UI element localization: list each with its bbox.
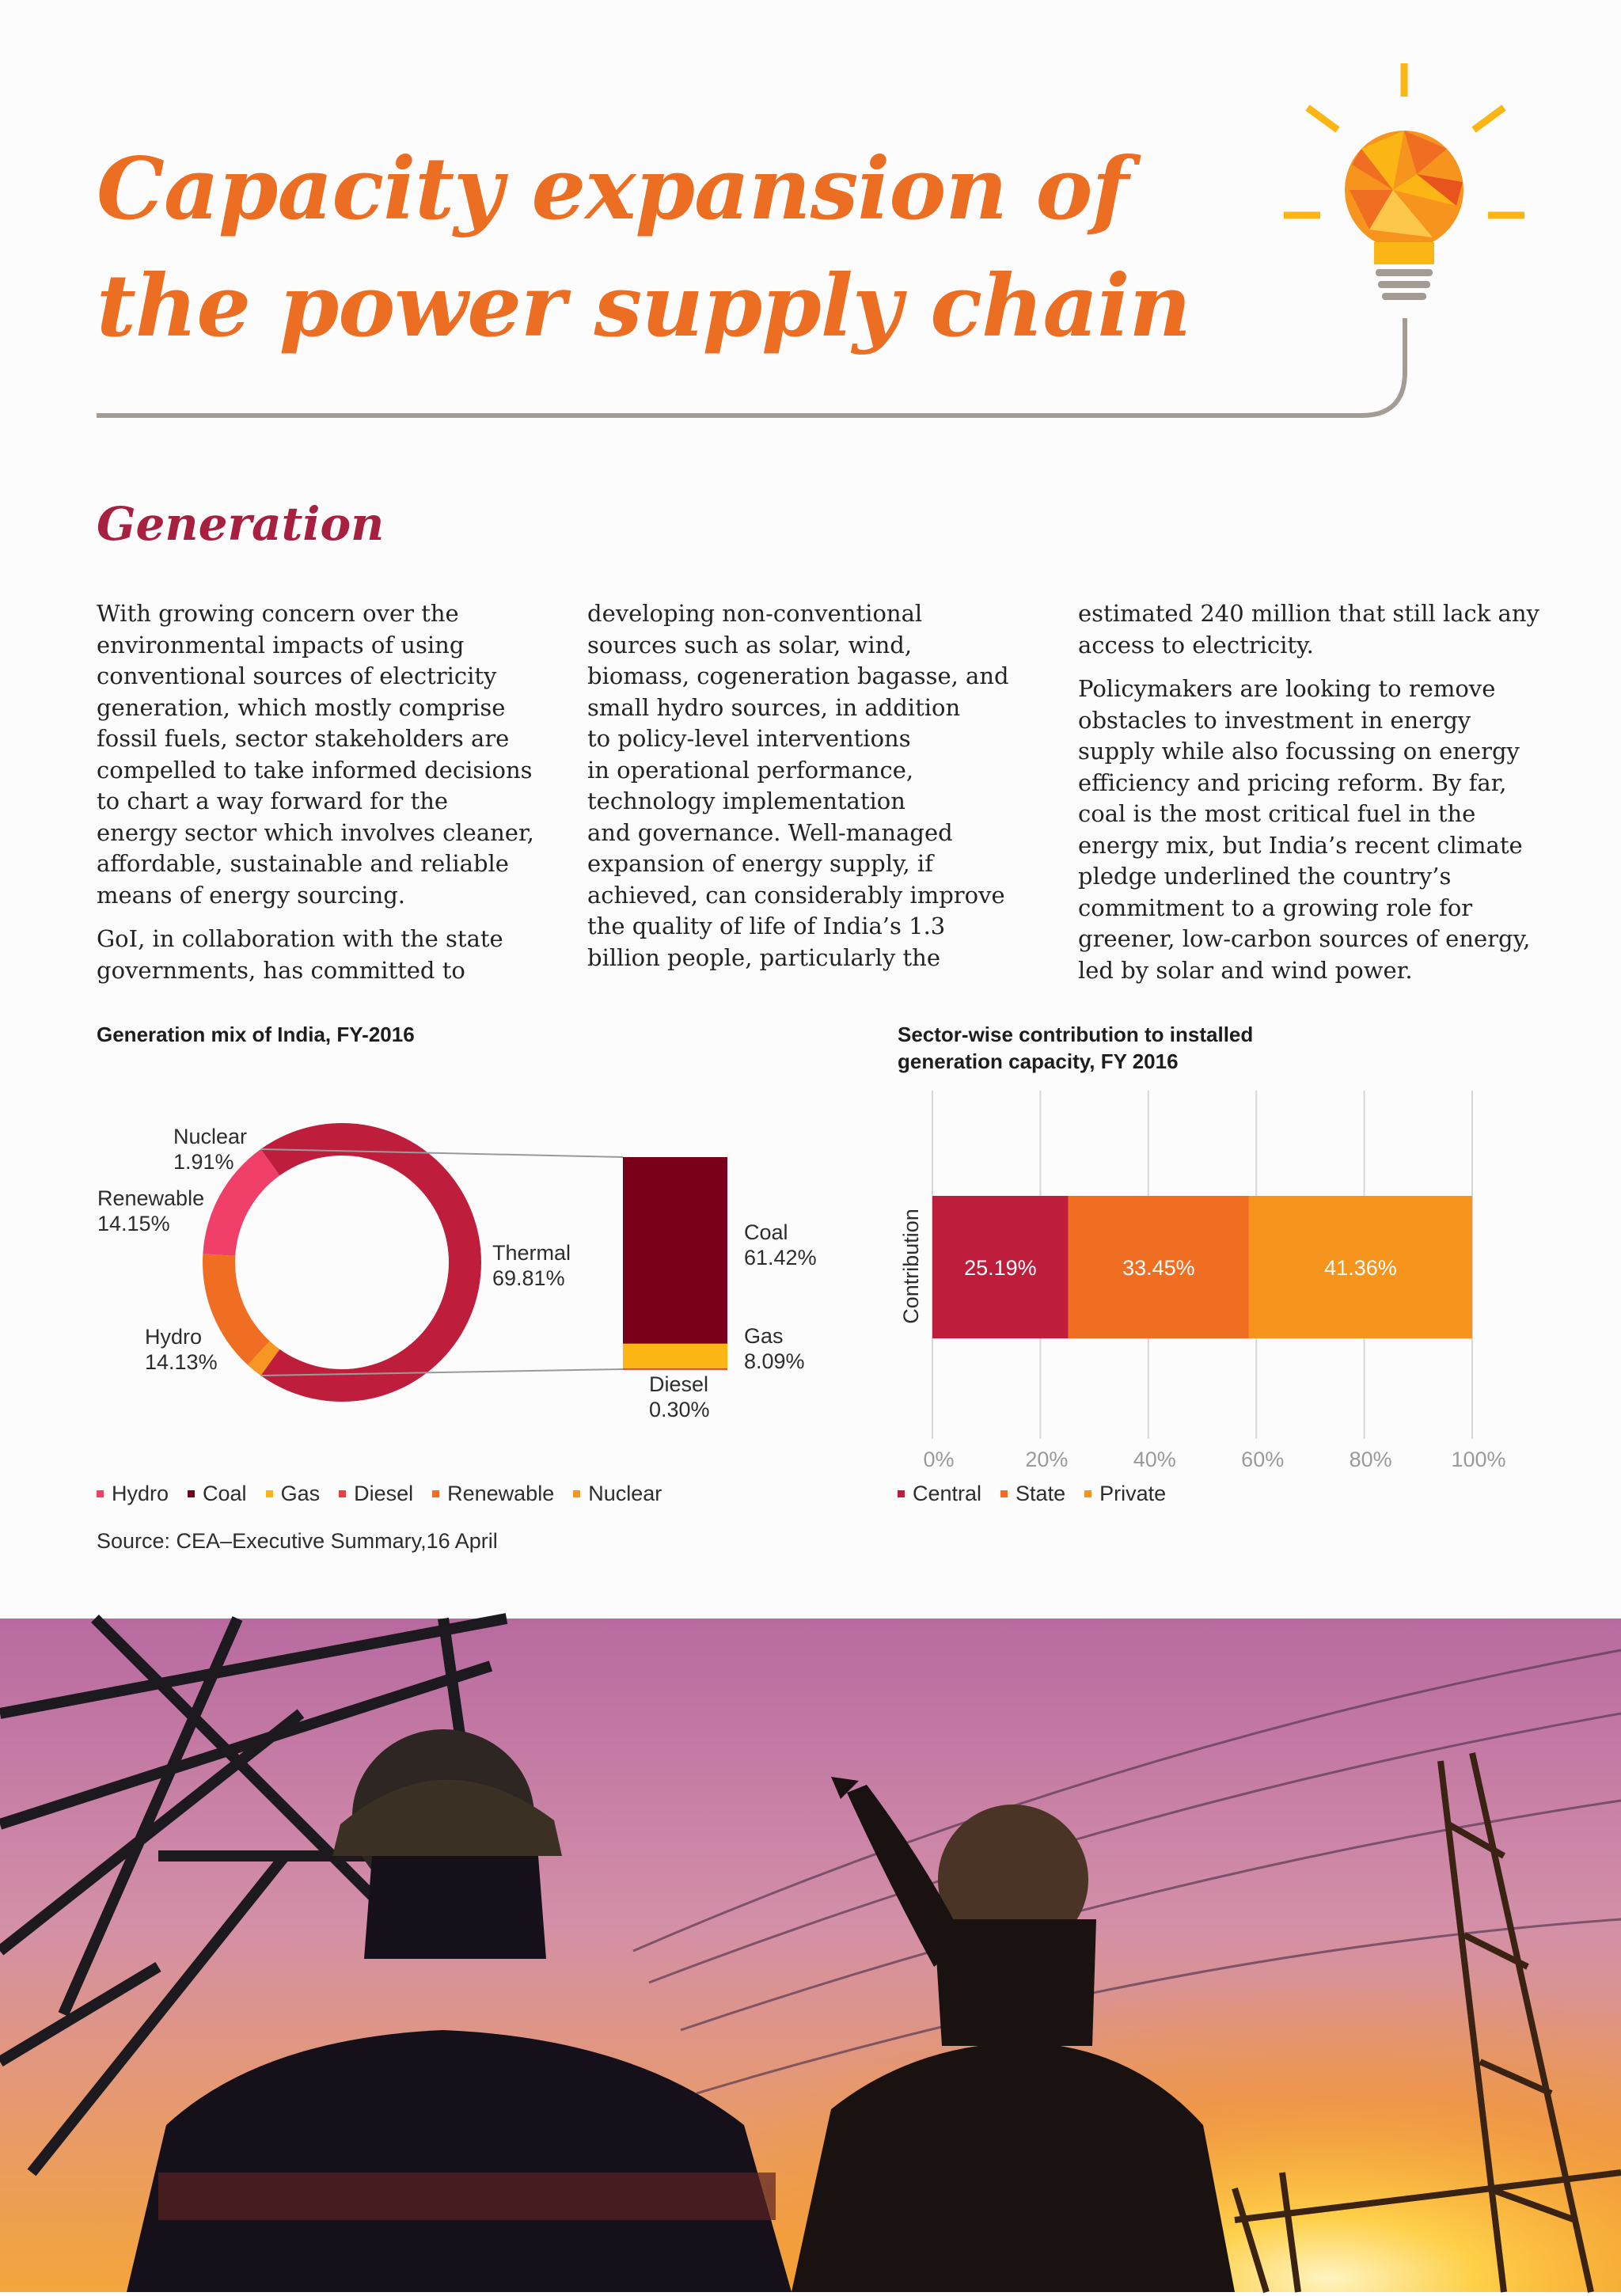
text-line: to chart a way forward for the xyxy=(97,787,449,814)
text-line: Policymakers are looking to remove xyxy=(1078,675,1496,702)
legend-swatch xyxy=(1000,1490,1008,1497)
text-line: fossil fuels, sector stakeholders are xyxy=(97,725,510,752)
legend-label: Private xyxy=(1099,1482,1167,1505)
legend-label: Central xyxy=(913,1482,982,1505)
donut-label-renewable: Renewable 14.15% xyxy=(97,1186,205,1235)
source-note: Source: CEA–Executive Summary,16 April xyxy=(97,1529,498,1553)
text-line: supply while also focussing on energy xyxy=(1078,738,1520,765)
breakdown-label-diesel: Diesel 0.30% xyxy=(649,1372,710,1421)
legend-label: Nuclear xyxy=(588,1482,662,1505)
text-line: environmental impacts of using xyxy=(97,631,465,658)
workers-sunset-image xyxy=(0,1619,1621,2292)
sector-contribution-chart xyxy=(886,1076,1599,1472)
legend-label: Diesel xyxy=(354,1482,414,1505)
text-line: energy sector which involves cleaner, xyxy=(97,818,534,846)
chart-1-legend xyxy=(97,1482,681,1506)
col3-paragraph-2 xyxy=(1078,674,1545,986)
legend-swatch xyxy=(573,1490,580,1497)
legend-item-gas xyxy=(266,1482,321,1506)
y-axis-label: Contribution xyxy=(899,1209,923,1324)
text-line: conventional sources of electricity xyxy=(97,662,497,689)
lightbulb-icon xyxy=(1274,55,1528,324)
body-column-3 xyxy=(1078,598,1545,999)
text-line: estimated 240 million that still lack any xyxy=(1078,600,1539,627)
data-label-state: 33.45% xyxy=(1122,1256,1195,1280)
text-line: sources such as solar, wind, xyxy=(587,631,913,658)
legend-item-central xyxy=(898,1482,981,1506)
text-line: biomass, cogeneration bagasse, and xyxy=(587,662,1009,689)
x-tick-label: 0% xyxy=(923,1448,955,1471)
text-line: means of energy sourcing. xyxy=(97,881,406,909)
legend-item-renewable xyxy=(432,1482,554,1506)
col2-paragraph-1 xyxy=(587,598,1015,973)
legend-label: Gas xyxy=(280,1482,321,1505)
legend-swatch xyxy=(97,1490,104,1497)
chart-2-title-line-1: Sector-wise contribution to installed xyxy=(898,1023,1254,1046)
breakdown-label-gas: Gas 8.09% xyxy=(744,1324,805,1373)
body-column-2 xyxy=(587,598,1015,986)
col1-paragraph-1 xyxy=(97,598,534,911)
col1-paragraph-2 xyxy=(97,924,524,986)
legend-item-private xyxy=(1084,1482,1166,1506)
chart-2-title-line-2: generation capacity, FY 2016 xyxy=(898,1049,1179,1073)
text-line: small hydro sources, in addition xyxy=(587,693,961,721)
text-line: obstacles to investment in energy xyxy=(1078,706,1471,734)
legend-item-state xyxy=(1000,1482,1065,1506)
legend-item-nuclear xyxy=(573,1482,662,1506)
text-line: compelled to take informed decisions xyxy=(97,756,533,784)
text-line: and governance. Well-managed xyxy=(587,818,953,846)
text-line: greener, low-carbon sources of energy, xyxy=(1078,925,1531,952)
breakdown-bar-gas xyxy=(623,1344,727,1368)
donut-label-thermal: Thermal 69.81% xyxy=(492,1241,571,1290)
page-title-line-2: the power supply chain xyxy=(97,256,1190,356)
legend-swatch xyxy=(898,1490,905,1497)
section-title: Generation xyxy=(97,497,385,551)
x-tick-label: 40% xyxy=(1133,1448,1176,1471)
legend-label: State xyxy=(1015,1482,1066,1505)
donut-label-nuclear: Nuclear 1.91% xyxy=(173,1125,248,1174)
legend-swatch xyxy=(266,1490,273,1497)
text-line: expansion of energy supply, if xyxy=(587,850,933,877)
data-label-central: 25.19% xyxy=(964,1256,1037,1280)
col3-paragraph-1 xyxy=(1078,598,1545,661)
text-line: efficiency and pricing reform. By far, xyxy=(1078,768,1507,796)
text-line: achieved, can considerably improve xyxy=(587,881,1005,909)
text-line: energy mix, but India’s recent climate xyxy=(1078,831,1523,859)
page-title-line-1: Capacity expansion of xyxy=(97,139,1129,239)
donut-slice-renewable xyxy=(203,1254,270,1364)
breakdown-label-coal: Coal 61.42% xyxy=(744,1220,817,1269)
text-line: technology implementation xyxy=(587,787,905,814)
text-line: in operational performance, xyxy=(587,756,914,784)
legend-item-hydro xyxy=(97,1482,169,1506)
x-tick-label: 60% xyxy=(1241,1448,1285,1471)
text-line: affordable, sustainable and reliable xyxy=(97,850,509,877)
text-line: access to electricity. xyxy=(1078,631,1314,658)
text-line: governments, has committed to xyxy=(97,956,465,984)
chart-2-legend xyxy=(898,1482,1185,1506)
legend-swatch xyxy=(1084,1490,1091,1497)
text-line: billion people, particularly the xyxy=(587,943,941,971)
text-line: generation, which mostly comprise xyxy=(97,693,506,721)
text-line: commitment to a growing role for xyxy=(1078,894,1473,921)
legend-swatch xyxy=(432,1490,439,1497)
text-line: With growing concern over the xyxy=(97,600,459,627)
legend-label: Hydro xyxy=(112,1482,169,1505)
text-line: led by solar and wind power. xyxy=(1078,956,1413,984)
text-line: the quality of life of India’s 1.3 xyxy=(587,913,946,939)
data-label-private: 41.36% xyxy=(1324,1256,1397,1280)
generation-mix-chart xyxy=(0,1084,817,1433)
text-line: to policy-level interventions xyxy=(587,725,911,752)
chart-2-title xyxy=(898,1021,1253,1075)
legend-item-coal xyxy=(188,1482,247,1506)
text-line: coal is the most critical fuel in the xyxy=(1078,800,1476,827)
hero-photo xyxy=(0,1619,1621,2292)
body-column-1 xyxy=(97,598,534,999)
x-tick-label: 80% xyxy=(1349,1448,1392,1471)
chart-1-title: Generation mix of India, FY-2016 xyxy=(97,1023,415,1046)
donut-slice-thermal xyxy=(260,1123,481,1402)
text-line: GoI, in collaboration with the state xyxy=(97,925,503,952)
legend-label: Coal xyxy=(203,1482,247,1505)
legend-item-diesel xyxy=(339,1482,413,1506)
text-line: developing non-conventional xyxy=(587,600,923,627)
breakdown-bar-diesel xyxy=(623,1368,727,1370)
legend-swatch xyxy=(188,1490,195,1497)
legend-label: Renewable xyxy=(447,1482,555,1505)
donut-label-hydro: Hydro 14.13% xyxy=(145,1325,218,1374)
legend-swatch xyxy=(339,1490,346,1497)
breakdown-bar-coal xyxy=(623,1157,727,1344)
x-tick-label: 20% xyxy=(1025,1448,1069,1471)
x-tick-label: 100% xyxy=(1451,1448,1506,1471)
text-line: pledge underlined the country’s xyxy=(1078,863,1452,890)
